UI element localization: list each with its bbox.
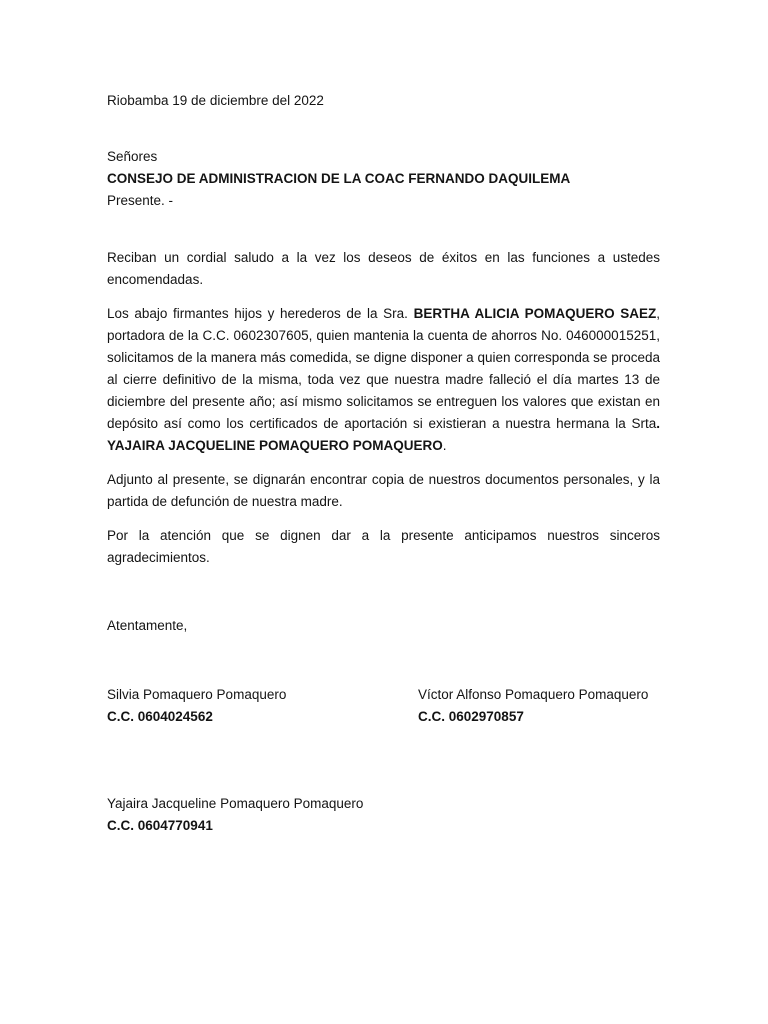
signatory-name: Yajaira Jacqueline Pomaquero Pomaquero (107, 796, 364, 811)
signatory-name: Víctor Alfonso Pomaquero Pomaquero (418, 687, 649, 702)
request-text-part3: . (442, 438, 447, 453)
signatory-id: C.C. 0604770941 (107, 818, 213, 833)
request-text-part1: Los abajo firmantes hijos y herederos de la Sra. (107, 306, 414, 321)
addressee-block (107, 146, 667, 212)
organization-name: CONSEJO DE ADMINISTRACION DE LA COAC FERNANDO DAQUILEMA (107, 171, 571, 186)
paragraph-request (107, 303, 660, 457)
presente-line: Presente. - (107, 193, 174, 208)
signatory-block (107, 684, 286, 728)
date-line: Riobamba 19 de diciembre del 2022 (107, 93, 324, 108)
signatory-id: C.C. 0602970857 (418, 709, 524, 724)
signatory-id: C.C. 0604024562 (107, 709, 213, 724)
mother-name: BERTHA ALICIA POMAQUERO SAEZ (413, 306, 657, 321)
closing-line: Atentamente, (107, 618, 188, 633)
paragraph-thanks: Por la atención que se dignen dar a la presente anticipamos nuestros sinceros agradecimientos. (107, 528, 660, 565)
signatory-block (418, 684, 648, 728)
salutation: Señores (107, 149, 158, 164)
signatory-block (107, 793, 363, 837)
sister-name: . YAJAIRA JACQUELINE POMAQUERO POMAQUERO (107, 416, 660, 453)
signatory-name: Silvia Pomaquero Pomaquero (107, 687, 287, 702)
letter-body (107, 247, 660, 581)
paragraph-greeting: Reciban un cordial saludo a la vez los deseos de éxitos en las funciones a ustedes encomendadas. (107, 250, 660, 287)
request-text-part2: , portadora de la C.C. 0602307605, quien mantenia la cuenta de ahorros No. 046000015251, solicitamos de la manera más comedida, se digne disponer a quien corresponda se proceda al cierre definitivo de la misma, toda vez que nuestra madre falleció el día martes 13 de diciembre del presente año; así mismo solicitamos se entreguen los valores que existan en depósito así como los certificados de aportación si existieran a nuestra hermana la Srta (107, 306, 660, 431)
paragraph-attachments: Adjunto al presente, se dignarán encontrar copia de nuestros documentos personales, y la partida de defunción de nuestra madre. (107, 472, 660, 509)
